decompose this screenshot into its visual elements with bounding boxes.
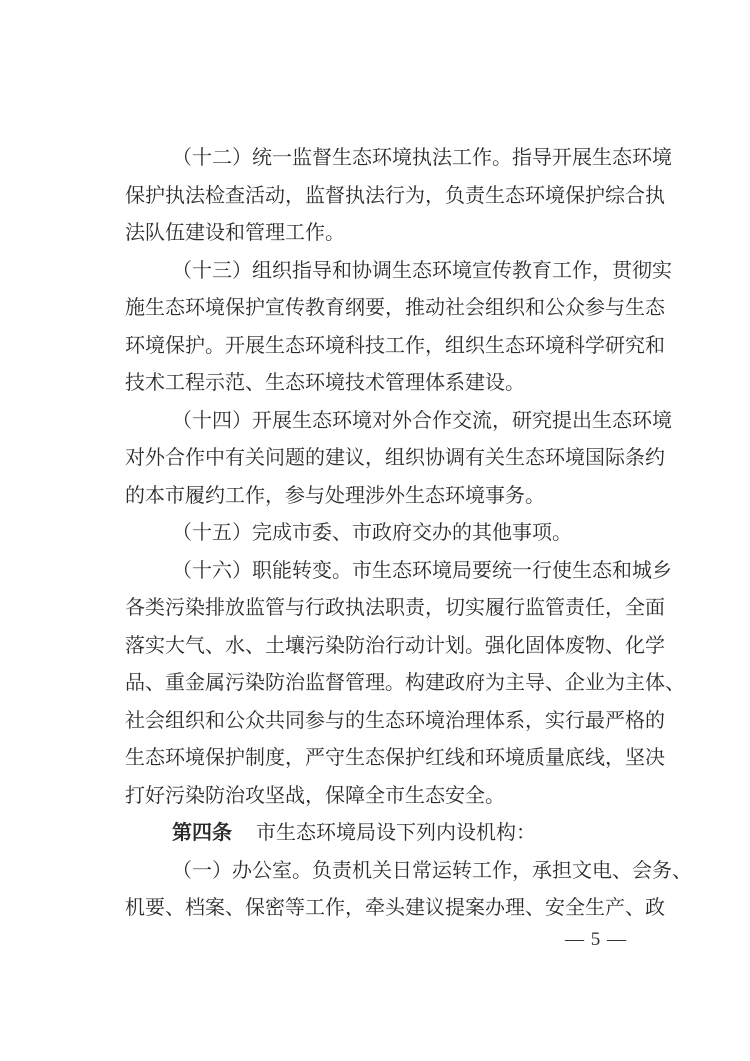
paragraph-line: 环境保护。开展生态环境科技工作，组织生态环境科学研究和 [125, 332, 665, 357]
paragraph [125, 144, 672, 257]
paragraph-line: （十四）开展生态环境对外合作交流，研究提出生态环境 [172, 407, 672, 432]
paragraph-line: （一）办公室。负责机关日常运转工作，承担文电、会务、 [172, 857, 692, 882]
paragraph-line: 落实大气、水、土壤污染防治行动计划。强化固体废物、化学 [125, 632, 665, 657]
document-body [125, 144, 692, 932]
paragraph-line: 技术工程示范、生态环境技术管理体系建设。 [125, 370, 525, 394]
paragraph [125, 557, 685, 820]
paragraph-line: （十三）组织指导和协调生态环境宣传教育工作，贯彻实 [172, 257, 672, 282]
paragraph-line: 保护执法检查活动，监督执法行为，负责生态环境保护综合执 [125, 182, 665, 207]
paragraph-line: 打好污染防治攻坚战，保障全市生态安全。 [125, 782, 505, 807]
article-heading: 第四条 [172, 820, 232, 844]
paragraph-line: 对外合作中有关问题的建议，组织协调有关生态环境国际条约 [125, 445, 665, 469]
paragraph [125, 257, 672, 407]
paragraph-line: （十二）统一监督生态环境执法工作。指导开展生态环境 [172, 145, 672, 169]
paragraph-line: 法队伍建设和管理工作。 [125, 220, 345, 244]
paragraph-line: 品、重金属污染防治监督管理。构建政府为主导、企业为主体、 [125, 670, 685, 694]
article-4 [125, 819, 628, 857]
paragraph-line: 各类污染排放监管与行政执法职责，切实履行监管责任，全面 [125, 595, 665, 619]
paragraph-line: （十五）完成市委、市政府交办的其他事项。 [172, 520, 572, 544]
paragraph-line: （十六）职能转变。市生态环境局要统一行使生态和城乡 [172, 557, 672, 582]
paragraph-line: 机要、档案、保密等工作，牵头建议提案办理、安全生产、政 [125, 895, 665, 919]
paragraph-line: 的本市履约工作，参与处理涉外生态环境事务。 [125, 482, 545, 507]
page-number: — 5 — [565, 929, 627, 950]
paragraph [125, 407, 672, 520]
paragraph-line: 施生态环境保护宣传教育纲要，推动社会组织和公众参与生态 [125, 295, 665, 319]
paragraph [125, 519, 628, 557]
paragraph-line: 社会组织和公众共同参与的生态环境治理体系，实行最严格的 [125, 707, 665, 732]
article-text: 市生态环境局设下列内设机构： [256, 820, 536, 844]
paragraph-line: 生态环境保护制度，严守生态保护红线和环境质量底线，坚决 [125, 745, 665, 769]
